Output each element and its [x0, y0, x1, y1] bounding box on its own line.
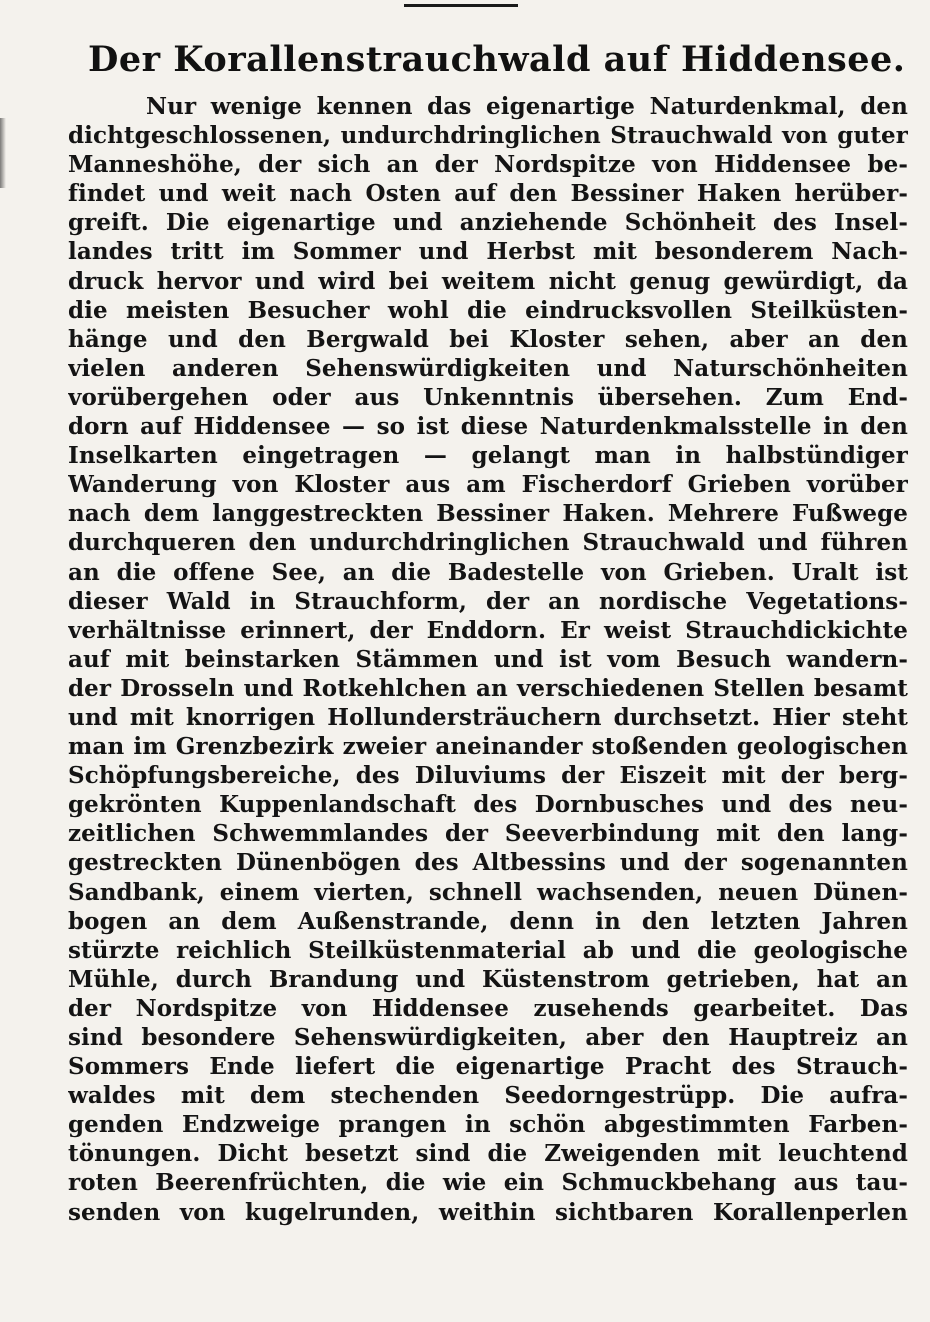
article-line: dieser Wald in Strauchform, der an nordische Vegetations- — [68, 587, 908, 615]
top-rule — [404, 4, 518, 7]
article-line: vielen anderen Sehenswürdigkeiten und Naturschönheiten — [68, 354, 908, 382]
article-line: Schöpfungsbereiche, des Diluviums der Eiszeit mit der berg- — [68, 762, 908, 790]
article-line: durchqueren den undurchdringlichen Strauchwald und führen — [68, 529, 908, 557]
article-line: greift. Die eigenartige und anziehende Schönheit des Insel- — [68, 209, 908, 237]
article-line: genden Endzweige prangen in schön abgestimmten Farben- — [68, 1111, 908, 1139]
article-line: dorn auf Hiddensee — so ist diese Naturdenkmalsstelle in den — [68, 413, 908, 441]
article-line: roten Beerenfrüchten, die wie ein Schmuckbehang aus tau- — [68, 1169, 908, 1197]
article-line: Sommers Ende liefert die eigenartige Pracht des Strauch- — [68, 1053, 908, 1081]
article-line: verhältnisse erinnert, der Enddorn. Er weist Strauchdickichte — [68, 616, 908, 644]
scan-edge-mark — [0, 118, 6, 188]
article-line: gestreckten Dünenbögen des Altbessins und der sogenannten — [68, 849, 908, 877]
article-line: druck hervor und wird bei weitem nicht genug gewürdigt, da — [68, 267, 908, 295]
article-line: landes tritt im Sommer und Herbst mit besonderem Nach- — [68, 238, 908, 266]
article-line: findet und weit nach Osten auf den Bessiner Haken herüber- — [68, 180, 908, 208]
article-line: dichtgeschlossenen, undurchdringlichen Strauchwald von guter — [68, 122, 908, 150]
article-line: vorübergehen oder aus Unkenntnis übersehen. Zum End- — [68, 383, 908, 411]
article-line: gekrönten Kuppenlandschaft des Dornbusches und des neu- — [68, 791, 908, 819]
article-line: Nur wenige kennen das eigenartige Naturdenkmal, den — [146, 93, 908, 120]
article-headline: Der Korallenstrauchwald auf Hiddensee. — [88, 39, 906, 80]
article-line: tönungen. Dicht besetzt sind die Zweigenden mit leuchtend — [68, 1140, 908, 1168]
article-line: Inselkarten eingetragen — gelangt man in halbstündiger — [68, 442, 908, 470]
article-line: hänge und den Bergwald bei Kloster sehen, aber an den — [68, 325, 908, 353]
article-line: Manneshöhe, der sich an der Nordspitze von Hiddensee be- — [68, 151, 908, 179]
article-line: senden von kugelrunden, weithin sichtbaren Korallenperlen — [68, 1198, 908, 1226]
article-body — [68, 92, 908, 1227]
article-line: an die offene See, an die Badestelle von Grieben. Uralt ist — [68, 558, 908, 586]
article-line: Wanderung von Kloster aus am Fischerdorf Grieben vorüber — [68, 471, 908, 499]
article-line: man im Grenzbezirk zweier aneinander stoßenden geologischen — [68, 733, 908, 761]
article-line: waldes mit dem stechenden Seedorngestrüpp. Die aufra- — [68, 1082, 908, 1110]
article-line: der Drosseln und Rotkehlchen an verschiedenen Stellen besamt — [68, 674, 908, 702]
article-line: zeitlichen Schwemmlandes der Seeverbindung mit den lang- — [68, 820, 908, 848]
article-line: nach dem langgestreckten Bessiner Haken. Mehrere Fußwege — [68, 500, 908, 528]
article-line: stürzte reichlich Steilküstenmaterial ab und die geologische — [68, 936, 908, 964]
article-line: Sandbank, einem vierten, schnell wachsenden, neuen Dünen- — [68, 878, 908, 906]
article-line: und mit knorrigen Hollundersträuchern durchsetzt. Hier steht — [68, 703, 908, 731]
article-line: der Nordspitze von Hiddensee zusehends gearbeitet. Das — [68, 994, 908, 1022]
article-line: die meisten Besucher wohl die eindrucksvollen Steilküsten- — [68, 296, 908, 324]
article-line: sind besondere Sehenswürdigkeiten, aber den Hauptreiz an — [68, 1024, 908, 1051]
article-line: Mühle, durch Brandung und Küstenstrom getrieben, hat an — [68, 965, 908, 993]
article-line: auf mit beinstarken Stämmen und ist vom Besuch wandern- — [68, 645, 908, 673]
article-line: bogen an dem Außenstrande, denn in den letzten Jahren — [68, 907, 908, 935]
